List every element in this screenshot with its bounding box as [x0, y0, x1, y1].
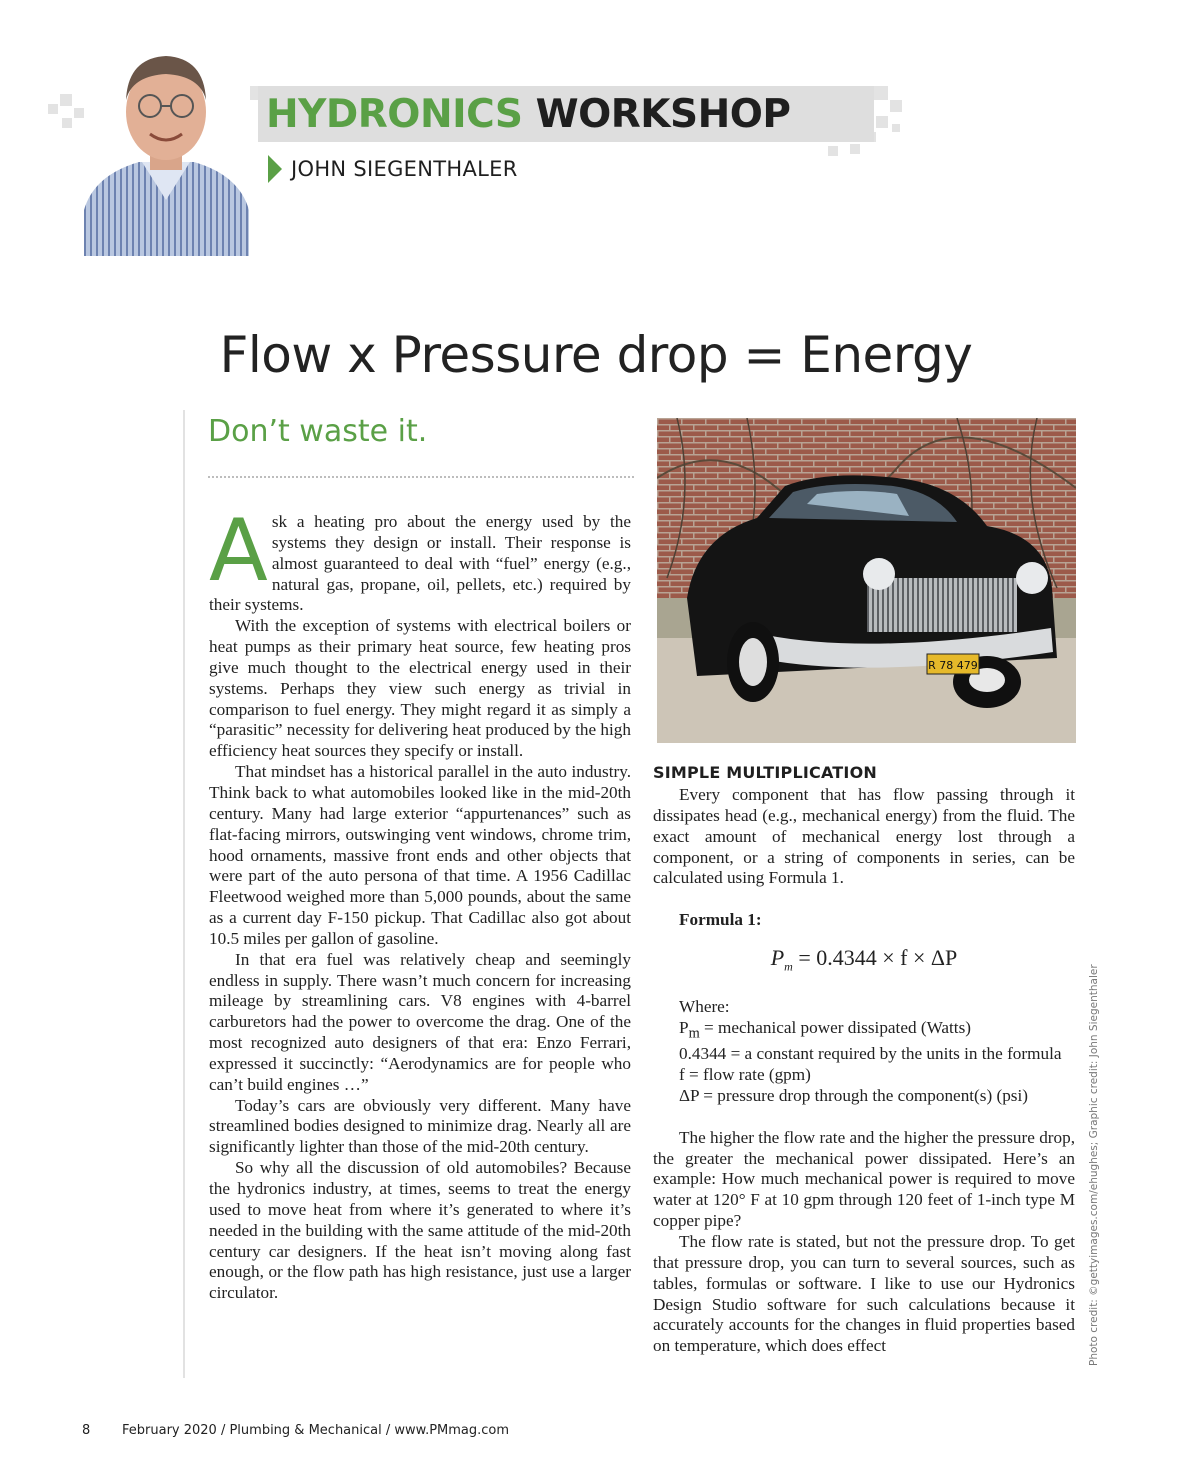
where-pm-subscript: m: [688, 1025, 700, 1042]
intro-paragraph: Every component that has flow passing through it dissipates head (e.g., mechanical energy) from the fluid. The exact amount of mechanical energy lost through a component, or a string of components in series, can be calculated using Formula 1.: [653, 785, 1075, 888]
body-paragraph-3: That mindset has a historical parallel in the auto industry. Think back to what automobiles looked like in the mid-20th century. Many had large exterior “appurtenances” such as flat-facing mirrors, outswinging vent windows, chrome trim, hood ornaments, massive front ends and other objects that were part of the auto persona of that time. A 1956 Cadillac Fleetwood weighed more than 5,000 pounds, about the same as a current day F-150 pickup. That Cadillac also got about 10.5 miles per gallon of gasoline.: [209, 762, 631, 948]
article-headline: Flow x Pressure drop = Energy: [219, 326, 973, 384]
formula-rhs: = 0.4344 × f × ΔP: [792, 944, 958, 970]
left-column: [209, 501, 631, 1304]
where-pm-text: = mechanical power dissipated (Watts): [699, 1018, 971, 1038]
where-pm-symbol: P: [679, 1018, 689, 1038]
license-plate: R 78 479: [928, 659, 978, 672]
body-paragraph-5: Today’s cars are obviously very different. Many have streamlined bodies designed to minimize drag. Nearly all are significantly lighter than those of the mid-20th century.: [209, 1095, 631, 1157]
body-paragraph-4: In that era fuel was relatively cheap and seemingly endless in supply. There wasn’t much concern for increasing mileage by streamlining cars. V8 engines with 4-barrel carburetors had the power to overcome the drag. One of the most recognized auto designers of that era: Enzo Ferrari, expressed it succinctly: “Aerodynamics are for people who can’t build engines …”: [209, 949, 631, 1094]
body-paragraph-1-text: sk a heating pro about the energy used by the systems they design or install. Their response is almost guaranteed to deal with “fuel” energy (e.g., natural gas, propane, oil, pellets, etc.) required by their systems.: [209, 512, 631, 615]
formula-subscript: m: [784, 959, 793, 974]
formula-lhs: P: [770, 944, 785, 970]
body-paragraph-7: The higher the flow rate and the higher the pressure drop, the greater the mechanical power dissipated. Here’s an example: How much mechanical power is required to move water at 120° F at 10 gpm through 120 feet of 1-inch type M copper pipe?: [653, 1127, 1075, 1231]
author-arrow-icon: [268, 155, 282, 183]
column-title-word1: HYDRONICS: [266, 92, 523, 137]
article-dek: Don’t waste it.: [208, 414, 428, 449]
formula-label: Formula 1:: [679, 910, 762, 930]
cadillac-photo: [657, 418, 1076, 743]
formula: [653, 943, 1075, 981]
side-rule: [183, 410, 185, 1378]
author-portrait: [84, 40, 249, 256]
column-title-word2: WORKSHOP: [535, 92, 791, 137]
body-paragraph-6: So why all the discussion of old automobiles? Because the hydronics industry, at times, seems to treat the energy used to move heat from where it’s generated to where it’s needed in the building with the same attitude of the mid-20th century car designers. If the heat isn’t moving along fast enough, or the flow path has high resistance, just use a larger circulator.: [209, 1158, 631, 1303]
body-paragraph-2: With the exception of systems with electrical boilers or heat pumps as their primary heat source, few heating pros give much thought to the electrical energy used in their systems. Perhaps they view such energy as trivial in comparison to fuel energy. They might regard it as simply a “parasitic” necessity for delivering heat produced by the high efficiency heat sources they specify or install.: [209, 616, 631, 761]
where-label: Where:: [679, 997, 730, 1017]
body-paragraph-1: [209, 501, 631, 616]
footer-issue-line: February 2020 / Plumbing & Mechanical / www.PMmag.com: [122, 1423, 510, 1438]
author-name: JOHN SIEGENTHALER: [291, 157, 518, 181]
where-pm: [653, 1018, 1075, 1044]
photo-credit: Photo credit: ©gettyimages.com/ehughes; Graphic credit: John Siegenthaler: [1088, 964, 1100, 1366]
column-title: [266, 92, 791, 138]
section-heading: SIMPLE MULTIPLICATION: [653, 763, 877, 782]
page-number: 8: [82, 1423, 91, 1438]
where-dp: ΔP = pressure drop through the component(s) (psi): [679, 1086, 1028, 1106]
dotted-divider: [208, 476, 634, 478]
drop-cap: A: [209, 501, 268, 601]
right-column: [653, 785, 1075, 1357]
where-flow: f = flow rate (gpm): [679, 1065, 811, 1085]
body-paragraph-8: The flow rate is stated, but not the pressure drop. To get that pressure drop, you can turn to several sources, such as tables, formulas or software. I like to use our Hydronics Design Studio software for such calculations because it accurately accounts for the changes in fluid properties based on temperature, which does effect: [653, 1232, 1075, 1356]
where-constant: 0.4344 = a constant required by the units in the formula: [679, 1044, 1062, 1064]
